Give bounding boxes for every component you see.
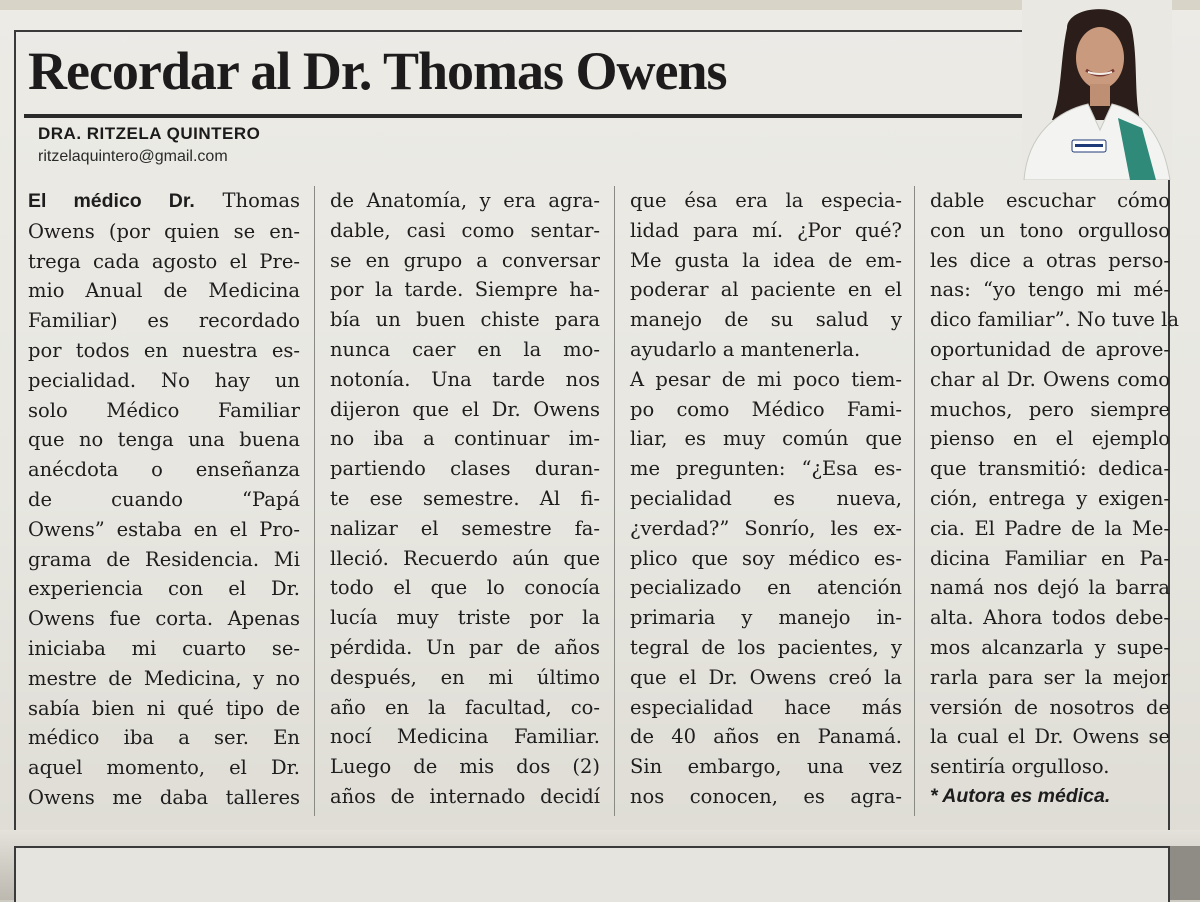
column-line: pérdida. Un par de años	[330, 635, 600, 659]
column-line: partiendo clases duran-	[330, 457, 600, 481]
column-line: de Anatomía, y era agra-	[330, 189, 600, 212]
column-line: Familiar) es recordado	[28, 309, 300, 333]
column-line: bía un buen chiste para	[330, 308, 600, 332]
column-line: pecialidad es nueva,	[630, 486, 902, 510]
column-line: sentiría orgulloso.	[930, 755, 1110, 779]
column-line: solo Médico Familiar	[28, 398, 300, 422]
column-line: lucía muy triste por la	[330, 606, 600, 630]
column-line: la cual el Dr. Owens se	[930, 725, 1170, 749]
article-column-3	[630, 186, 902, 812]
column-line: nalizar el semestre fa-	[330, 516, 600, 540]
column-line: especialidad hace más	[630, 695, 902, 719]
column-line: Owens fue corta. Apenas	[28, 607, 300, 631]
column-line: lidad para mí. ¿Por qué?	[630, 218, 902, 242]
column-line: oportunidad de aprove-	[930, 337, 1170, 361]
column-line: Owens me daba talleres	[28, 785, 300, 809]
next-article-frame	[14, 846, 1170, 902]
column-line: mio Anual de Medicina	[28, 279, 300, 303]
column-line: les dice a otras perso-	[930, 248, 1170, 272]
article-column-4	[930, 186, 1179, 812]
author-portrait-illustration	[1022, 0, 1172, 180]
column-line: ayudarlo a mantenerla.	[630, 337, 861, 361]
column-line: dable, casi como sentar-	[330, 218, 600, 242]
column-line: te ese semestre. Al fi-	[330, 486, 600, 510]
column-line: con un tono orgulloso	[930, 218, 1170, 242]
article-column-1	[28, 186, 300, 813]
column-line: notonía. Una tarde nos	[330, 367, 600, 391]
column-line: tegral de los pacientes, y	[630, 635, 902, 659]
author-note: * Autora es médica.	[930, 784, 1111, 807]
article-column-2	[330, 186, 600, 812]
column-line: trega cada agosto el Pre-	[28, 249, 300, 273]
column-line: El médico Dr. Thomas	[28, 189, 300, 212]
headline-rule	[24, 114, 1034, 118]
column-line: ción, entrega y exigen-	[930, 486, 1170, 510]
column-line: no iba a continuar im-	[330, 427, 600, 451]
column-divider	[614, 186, 615, 816]
column-line: mestre de Medicina, y no	[28, 666, 300, 690]
column-line: pecializado en atención	[630, 576, 902, 600]
author-email: ritzelaquintero@gmail.com	[38, 148, 228, 165]
column-divider	[314, 186, 315, 816]
column-line: iniciaba mi cuarto se-	[28, 636, 300, 660]
column-line: por la tarde. Siempre ha-	[330, 278, 600, 302]
column-line: lleció. Recuerdo aún que	[330, 546, 600, 570]
column-line: que ésa era la especia-	[630, 189, 902, 212]
column-line: rarla para ser la mejor	[930, 665, 1170, 689]
column-line: dijeron que el Dr. Owens	[330, 397, 600, 421]
column-line: alta. Ahora todos debe-	[930, 606, 1170, 630]
column-line: años de internado decidí	[330, 784, 600, 808]
article-headline: Recordar al Dr. Thomas Owens	[28, 41, 727, 101]
column-line: cia. El Padre de la Me-	[930, 516, 1170, 540]
column-line: muchos, pero siempre	[930, 397, 1170, 421]
column-line: dicina Familiar en Pa-	[930, 546, 1170, 570]
lead-in: El médico Dr.	[28, 190, 195, 212]
column-divider	[914, 186, 915, 816]
column-line: Owens” estaba en el Pro-	[28, 517, 300, 541]
column-line: me pregunten: “¿Esa es-	[630, 457, 902, 481]
column-line: nas: “yo tengo mi mé-	[930, 278, 1170, 302]
column-line: se en grupo a conversar	[330, 248, 600, 272]
column-line: dable escuchar cómo	[930, 189, 1170, 212]
column-line: anécdota o enseñanza	[28, 458, 300, 482]
column-line: manejo de su salud y	[630, 308, 902, 332]
column-line: nos conocen, es agra-	[630, 784, 902, 808]
column-line: que transmitió: dedica-	[930, 457, 1170, 481]
column-line: de cuando “Papá	[28, 487, 300, 511]
column-line: po como Médico Fami-	[630, 397, 902, 421]
column-line: año en la facultad, co-	[330, 695, 600, 719]
column-line: grama de Residencia. Mi	[28, 547, 300, 571]
column-line: pienso en el ejemplo	[930, 427, 1170, 451]
column-line: A pesar de mi poco tiem-	[630, 367, 902, 391]
column-line: después, en mi último	[330, 665, 600, 689]
column-line: de 40 años en Panamá.	[630, 725, 902, 749]
column-line: Sin embargo, una vez	[630, 755, 902, 779]
author-photo	[1022, 0, 1172, 180]
column-line: poderar al paciente en el	[630, 278, 902, 302]
column-line: nocí Medicina Familiar.	[330, 725, 600, 749]
column-line: experiencia con el Dr.	[28, 577, 300, 601]
column-line: sabía bien ni qué tipo de	[28, 696, 300, 720]
column-line: médico iba a ser. En	[28, 726, 300, 750]
column-line: mos alcanzarla y supe-	[930, 635, 1170, 659]
column-line: Me gusta la idea de em-	[630, 248, 902, 272]
column-line: dico familiar”. No tuve la	[930, 308, 1179, 332]
column-line: Owens (por quien se en-	[28, 219, 300, 243]
column-line: que no tenga una buena	[28, 428, 300, 452]
column-line: aquel momento, el Dr.	[28, 756, 300, 780]
column-line: Luego de mis dos (2)	[330, 755, 600, 779]
column-line: namá nos dejó la barra	[930, 576, 1170, 600]
column-line: char al Dr. Owens como	[930, 367, 1170, 391]
column-line: todo el que lo conocía	[330, 576, 600, 600]
top-edge	[0, 0, 1200, 10]
column-line: ¿verdad?” Sonrío, les ex-	[630, 516, 902, 540]
column-line: que el Dr. Owens creó la	[630, 665, 902, 689]
author-name: DRA. RITZELA QUINTERO	[38, 124, 261, 143]
column-line: primaria y manejo in-	[630, 606, 902, 630]
column-line: por todos en nuestra es-	[28, 338, 300, 362]
column-line: versión de nosotros de	[930, 695, 1170, 719]
column-line: plico que soy médico es-	[630, 546, 902, 570]
column-line: nunca caer en la mo-	[330, 337, 600, 361]
page-edge-shadow	[1170, 846, 1200, 900]
column-line: liar, es muy común que	[630, 427, 902, 451]
column-line: pecialidad. No hay un	[28, 368, 300, 392]
